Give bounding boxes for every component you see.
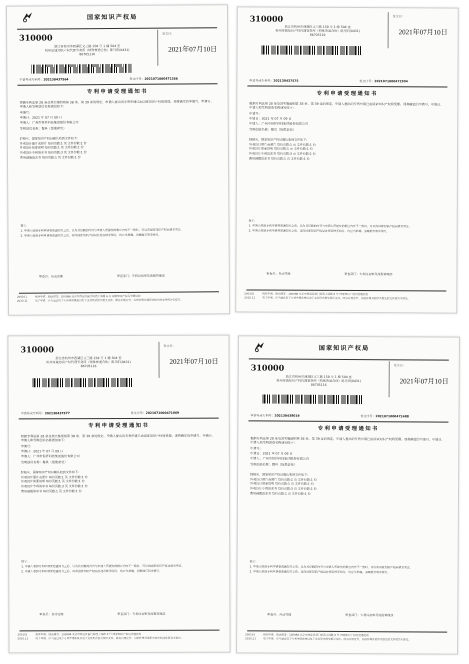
barcode xyxy=(263,394,363,404)
barcode xyxy=(262,46,362,56)
reviewer-label: 审查员：自动受理 xyxy=(39,612,64,617)
notes-section xyxy=(249,219,445,234)
address-line: 杭州星诚知识产权代理事务所（特殊普通合伙）陈丹阳(0431) xyxy=(46,360,131,365)
patent-notice-document xyxy=(236,335,460,654)
patent-notice-document xyxy=(235,6,459,313)
document-header xyxy=(239,336,459,357)
recipient-address xyxy=(27,44,147,57)
application-number-line: 申请号： xyxy=(20,443,34,448)
address-line: 86705116 xyxy=(79,52,96,57)
department-label: 审查部门：专利局初审及流程管理部 xyxy=(344,271,393,277)
application-number: 202130438019 xyxy=(274,413,300,418)
list-item: 外观设计图片或照片 每份页数:1 页 文件份数:1 份 xyxy=(249,142,316,147)
list-item: 外观设计图片或照片 每份页数:1 页 文件份数:1 份 xyxy=(20,474,88,479)
address-line: 浙江省杭州市西湖区文三路 158 号 1 幢 504 室 xyxy=(284,24,351,30)
note-item: 1. 申请人收到专利申请受理通知书之后，认为其记载的内容与申请人所提交的相应内容不一致时，可以向国家知识产权局请求更正。 xyxy=(249,564,413,570)
footer-text: 纸件申请，回函请寄：100088 北京市海淀区蓟门桥西土城路 6 号 国家知识产权局受理处收 xyxy=(34,294,141,299)
note-item: 2. 申请人收到专利申请受理通知书之后，再向国家知识产权局办理各种手续时，均应当准确、清晰地写明申请号。 xyxy=(249,568,391,574)
form-code: 200101 2010.11 xyxy=(17,633,29,640)
notes-section xyxy=(250,560,446,575)
application-number: 202130437577 xyxy=(44,411,70,416)
cnipa-logo-icon xyxy=(21,11,34,24)
postcode: 310000 xyxy=(19,32,53,43)
postcode: 310000 xyxy=(250,362,285,373)
reference-line xyxy=(249,77,447,85)
department-label: 审查部门：专利局初审及流程管理部 xyxy=(116,273,165,279)
address-line: 浙江省杭州市西湖区文三路 158 号 1 幢 504 室 xyxy=(54,43,121,49)
notice-title: 专利申请受理通知书 xyxy=(88,422,150,430)
signature-line xyxy=(267,613,437,618)
footer xyxy=(16,294,221,303)
filing-date-line: 申请日：2021 年 07 月 09 日 xyxy=(250,451,293,456)
serial-number: 2021071000471266 xyxy=(144,76,178,81)
applicant-line: 申请人：广州市恒祥科技集团股份有限公司 xyxy=(20,454,80,459)
invention-name-line: 发明创造名称：餐具（饭盒套装） xyxy=(249,127,296,132)
form-code: 200101 2010.11 xyxy=(245,633,256,640)
serial-label: 发文序号： xyxy=(360,414,376,419)
reference-line xyxy=(250,412,448,420)
list-item: 外观设计专利请求书 每份页数:3 页 文件份数:1 份 xyxy=(20,484,88,489)
list-item: 外观设计专利请求书 每份页数:3 页 文件份数:1 份 xyxy=(250,486,317,491)
notice-body xyxy=(250,436,446,468)
received-files-list xyxy=(20,136,188,160)
application-number-line: 申请号： xyxy=(19,110,33,115)
cnipa-logo-icon xyxy=(253,340,266,353)
address-line: 86705116 xyxy=(80,364,97,369)
footer-text: 电子申请，应当通过电子专利申请系统以电子文件形式提交相关文件。除另有规定外，以纸件等其他形式提交的文件视为未提交。 xyxy=(35,636,184,640)
patent-notice-document xyxy=(7,335,230,654)
received-files-list xyxy=(250,472,418,496)
app-no-label: 申请号或专利号： xyxy=(20,411,45,416)
department-label: 审查部门：专利局初审及流程管理部 xyxy=(117,611,166,617)
postcode: 310000 xyxy=(20,344,54,355)
address-line: 杭州星诚知识产权代理事务所（特殊普通合伙）陈丹阳(0431) xyxy=(275,28,360,34)
notice-title: 专利申请受理通知书 xyxy=(316,90,378,98)
notice-body xyxy=(249,101,445,133)
form-code: 200101 2010.11 xyxy=(244,292,256,300)
notes-heading: 提示： xyxy=(20,223,29,228)
list-item: 费用减缓请求书 每份页数:1 页 文件份数:1 份 xyxy=(248,156,310,161)
divider xyxy=(17,83,217,85)
list-item: 费用减缓请求书 每份页数:1 页 文件份数:1 份 xyxy=(19,154,81,160)
received-files-list xyxy=(21,470,189,494)
invention-name-line: 发明创造名称：餐具（饭盒套装） xyxy=(250,462,297,467)
issue-date: 2021年07月10日 xyxy=(398,28,448,37)
footer-rule xyxy=(19,630,219,631)
address-line: 杭州星诚知识产权代理事务所（特殊普通合伙）陈丹阳(0431) xyxy=(44,48,130,53)
address-line: 杭州星诚知识产权代理事务所（特殊普通合伙）陈丹阳(0431) xyxy=(276,378,361,384)
issue-date-box xyxy=(389,361,451,397)
recipient-address xyxy=(29,356,149,369)
notice-title: 专利申请受理通知书 xyxy=(317,425,379,433)
applicant-line: 申请人：广州市恒祥科技集团股份有限公司 xyxy=(19,120,79,125)
note-item: 1. 申请人收到专利申请受理通知书之后，认为其记载的内容与申请人所提交的相应内容不一致时，可以向国家知识产权局请求更正。 xyxy=(20,227,184,233)
signature-line xyxy=(266,272,436,277)
serial-number: 2021071000471069 xyxy=(145,410,180,415)
footer-text: 电子申请，应当通过电子专利申请系统以电子文件形式提交相关文件。除另有规定外，以纸件等其他形式提交的文件视为未提交。 xyxy=(262,296,411,300)
footer xyxy=(245,633,449,641)
filing-date-line: 申请日：2021 年 07 月 09 日 xyxy=(249,116,292,121)
date-label: 发文日： xyxy=(162,31,175,36)
footer xyxy=(17,632,221,640)
list-item: 费用减缓请求书 每份页数:1 页 文件份数:1 份 xyxy=(20,488,82,493)
applicant-line: 申请人：广州市恒祥科技集团股份有限公司 xyxy=(250,456,310,462)
header-rule xyxy=(249,358,449,360)
reference-line xyxy=(19,75,217,83)
application-number-line: 申请号： xyxy=(250,445,263,451)
issue-date: 2021年07月10日 xyxy=(168,45,218,54)
notes-heading: 提示： xyxy=(21,559,30,564)
reviewer-label: 审查员：自动受理 xyxy=(267,612,292,617)
filing-date-line: 申请日：2021 年 07 月 09 日 xyxy=(19,115,63,120)
recipient-address xyxy=(258,25,378,38)
issue-date-box xyxy=(158,342,220,378)
issue-date: 2021年07月10日 xyxy=(399,377,449,386)
list-item: 外观设计图片或照片 每份页数:1 页 文件份数:1 份 xyxy=(19,140,87,146)
notes-heading: 提示： xyxy=(249,559,259,564)
date-label: 发文日： xyxy=(392,14,405,19)
notes-section xyxy=(21,560,217,575)
notice-body xyxy=(20,99,216,131)
notice-title: 专利申请受理通知书 xyxy=(86,88,149,96)
footer-text: 纸件申请，回函请寄：100088 北京市海淀区蓟门桥西土城路 6 号 国家知识产权局受理处收 xyxy=(262,292,368,297)
issue-date: 2021年07月10日 xyxy=(169,357,219,366)
notes-section xyxy=(20,223,216,239)
divider xyxy=(19,418,219,419)
list-item: 外观设计简要说明 每份页数:1 页 文件份数:1 份 xyxy=(20,479,85,484)
notice-body xyxy=(21,434,217,466)
office-title: 国家知识产权局 xyxy=(86,13,138,22)
address-line: 浙江省杭州市西湖区文三路 158 号 1 幢 504 室 xyxy=(285,374,352,380)
reference-line xyxy=(21,410,219,418)
list-heading: 经核实，国家知识产权局确认收到文件如下： xyxy=(20,470,81,475)
form-code: 200101 2010.11 xyxy=(16,295,28,303)
app-no-label: 申请号或专利号： xyxy=(250,413,275,418)
filing-date-line: 申请日：2021 年 07 月 09 日 xyxy=(20,449,64,454)
issue-date-box xyxy=(388,12,450,48)
patent-notice-document xyxy=(6,4,230,316)
barcode xyxy=(31,64,131,74)
address-line: 86705116 xyxy=(310,383,327,388)
notes-heading: 提示： xyxy=(248,218,258,223)
body-paragraph: 根据专利法第 28 条及其实施细则第 38 条、第 39 条的规定，申请人提出的专利申请已由国家知识产权局受理。现将确定的申请号、申请日、申请人和发明创造名称通知如下： xyxy=(249,101,444,110)
app-no-label: 申请号或专利号： xyxy=(249,78,274,83)
invention-name-line: 发明创造名称：餐具（饭盒套装） xyxy=(19,125,67,131)
note-item: 2. 申请人收到专利申请受理通知书之后，再向国家知识产权局办理各种手续时，均应当准确、清晰地写明申请号。 xyxy=(21,568,162,573)
list-item: 费用减缓请求书 每份页数:1 页 文件份数:1 份 xyxy=(249,490,311,496)
application-number: 202130437564 xyxy=(43,77,69,82)
document-header xyxy=(7,5,227,27)
note-item: 1. 申请人收到专利申请受理通知书之后，认为其记载的内容与申请人所提交的相应内容不一致时，可以向国家知识产权局请求更正。 xyxy=(248,223,412,229)
divider xyxy=(248,420,448,422)
office-title: 国家知识产权局 xyxy=(318,344,370,353)
serial-number: 2021071000472304 xyxy=(374,79,408,84)
footer xyxy=(244,292,448,300)
footer-text: 纸件申请，回函请寄：100088 北京市海淀区蓟门桥西土城路 6 号 国家知识产权局受理处收 xyxy=(263,633,369,638)
footer-rule xyxy=(19,291,219,293)
reviewer-label: 审查员：自动受理 xyxy=(38,274,63,279)
serial-label: 发文序号： xyxy=(129,76,145,81)
barcode xyxy=(33,378,133,387)
list-heading: 经核实，国家知识产权局确认收到文件如下： xyxy=(250,472,311,477)
footer-rule xyxy=(247,630,447,632)
application-number-line: 申请号： xyxy=(249,111,262,116)
address-line: 86705116 xyxy=(309,33,326,38)
date-label: 发文日： xyxy=(393,363,406,368)
footer-rule xyxy=(246,289,446,291)
serial-label: 发文序号： xyxy=(359,79,375,84)
body-paragraph: 根据专利法第 28 条及其实施细则第 38 条、第 39 条的规定，申请人提出的专利申请已由国家知识产权局受理。现将确定的申请号、申请日、申请人和发明创造名称通知如下： xyxy=(250,436,445,445)
list-heading: 经核实，国家知识产权局确认收到文件如下： xyxy=(19,136,80,141)
received-files-list xyxy=(249,137,417,161)
signature-line xyxy=(39,612,209,617)
serial-label: 发文序号： xyxy=(130,410,146,415)
divider xyxy=(247,85,447,87)
date-label: 发文日： xyxy=(163,343,176,348)
list-item: 外观设计简要说明 每份页数:1 页 文件份数:1 份 xyxy=(249,146,313,152)
list-item: 外观设计简要说明 每份页数:1 页 文件份数:1 份 xyxy=(250,481,314,487)
list-item: 外观设计专利请求书 每份页数:3 页 文件份数:1 份 xyxy=(249,151,316,156)
list-item: 外观设计图片或照片 每份页数:1 页 文件份数:1 份 xyxy=(250,477,317,482)
footer-text: 纸件申请，回函请寄：100088 北京市海淀区蓟门桥西土城路 6 号 国家知识产权局受理处收 xyxy=(35,632,142,637)
app-no-label: 申请号或专利号： xyxy=(19,77,44,82)
list-item: 外观设计简要说明 每份页数:1 页 文件份数:1 份 xyxy=(19,145,84,150)
recipient-address xyxy=(259,374,379,387)
body-paragraph: 根据专利法第 28 条及其实施细则第 38 条、第 39 条的规定，申请人提出的专利申请已由国家知识产权局受理。现将确定的申请号、申请日、申请人和发明创造名称通知如下： xyxy=(20,433,215,443)
footer-text: 电子申请，应当通过电子专利申请系统以电子文件形式提交相关文件。除另有规定外，以纸件等其他形式提交的文件视为未提交。 xyxy=(263,636,411,641)
note-item: 1. 申请人收到专利申请受理通知书之后，认为其记载的内容与申请人所提交的相应内容不一致时，可以向国家知识产权局请求更正。 xyxy=(21,563,185,569)
address-line: 浙江省杭州市西湖区文三路 158 号 1 幢 504 室 xyxy=(55,355,122,361)
postcode: 310000 xyxy=(249,13,284,24)
note-item: 2. 申请人收到专利申请受理通知书之后，再向国家知识产权局办理各种手续时，均应当准确、清晰地写明申请号。 xyxy=(20,232,162,238)
application-number: 202130437575 xyxy=(273,78,299,83)
invention-name-line: 发明创造名称：餐具（饭盒套装） xyxy=(20,459,68,464)
signature-line xyxy=(39,273,209,278)
list-heading: 经核实，国家知识产权局确认收到文件如下： xyxy=(249,137,310,142)
applicant-line: 申请人：广州市恒祥科技集团股份有限公司 xyxy=(249,121,308,127)
reviewer-label: 审查员：自动受理 xyxy=(266,271,291,276)
issue-date-box xyxy=(157,29,219,65)
body-paragraph: 根据专利法第 28 条及其实施细则第 38 条、第 39 条的规定，申请人提出的专利申请已由国家知识产权局受理。现将确定的申请号、申请日、申请人和发明创造名称通知如下： xyxy=(19,99,214,109)
list-item: 外观设计专利请求书 每份页数:3 页 文件份数:1 份 xyxy=(19,150,87,155)
serial-number: 2021071000472488 xyxy=(375,414,409,419)
note-item: 2. 申请人收到专利申请受理通知书之后，再向国家知识产权局办理各种手续时，均应当准确、清晰地写明申请号。 xyxy=(248,228,390,233)
footer-text: 电子申请，应当通过电子专利申请系统以电子文件形式提交相关文件。除另有规定外，以纸件等其他形式提交的文件视为未提交。 xyxy=(34,298,183,303)
department-label: 审查部门：专利局初审及流程管理部 xyxy=(345,612,394,618)
